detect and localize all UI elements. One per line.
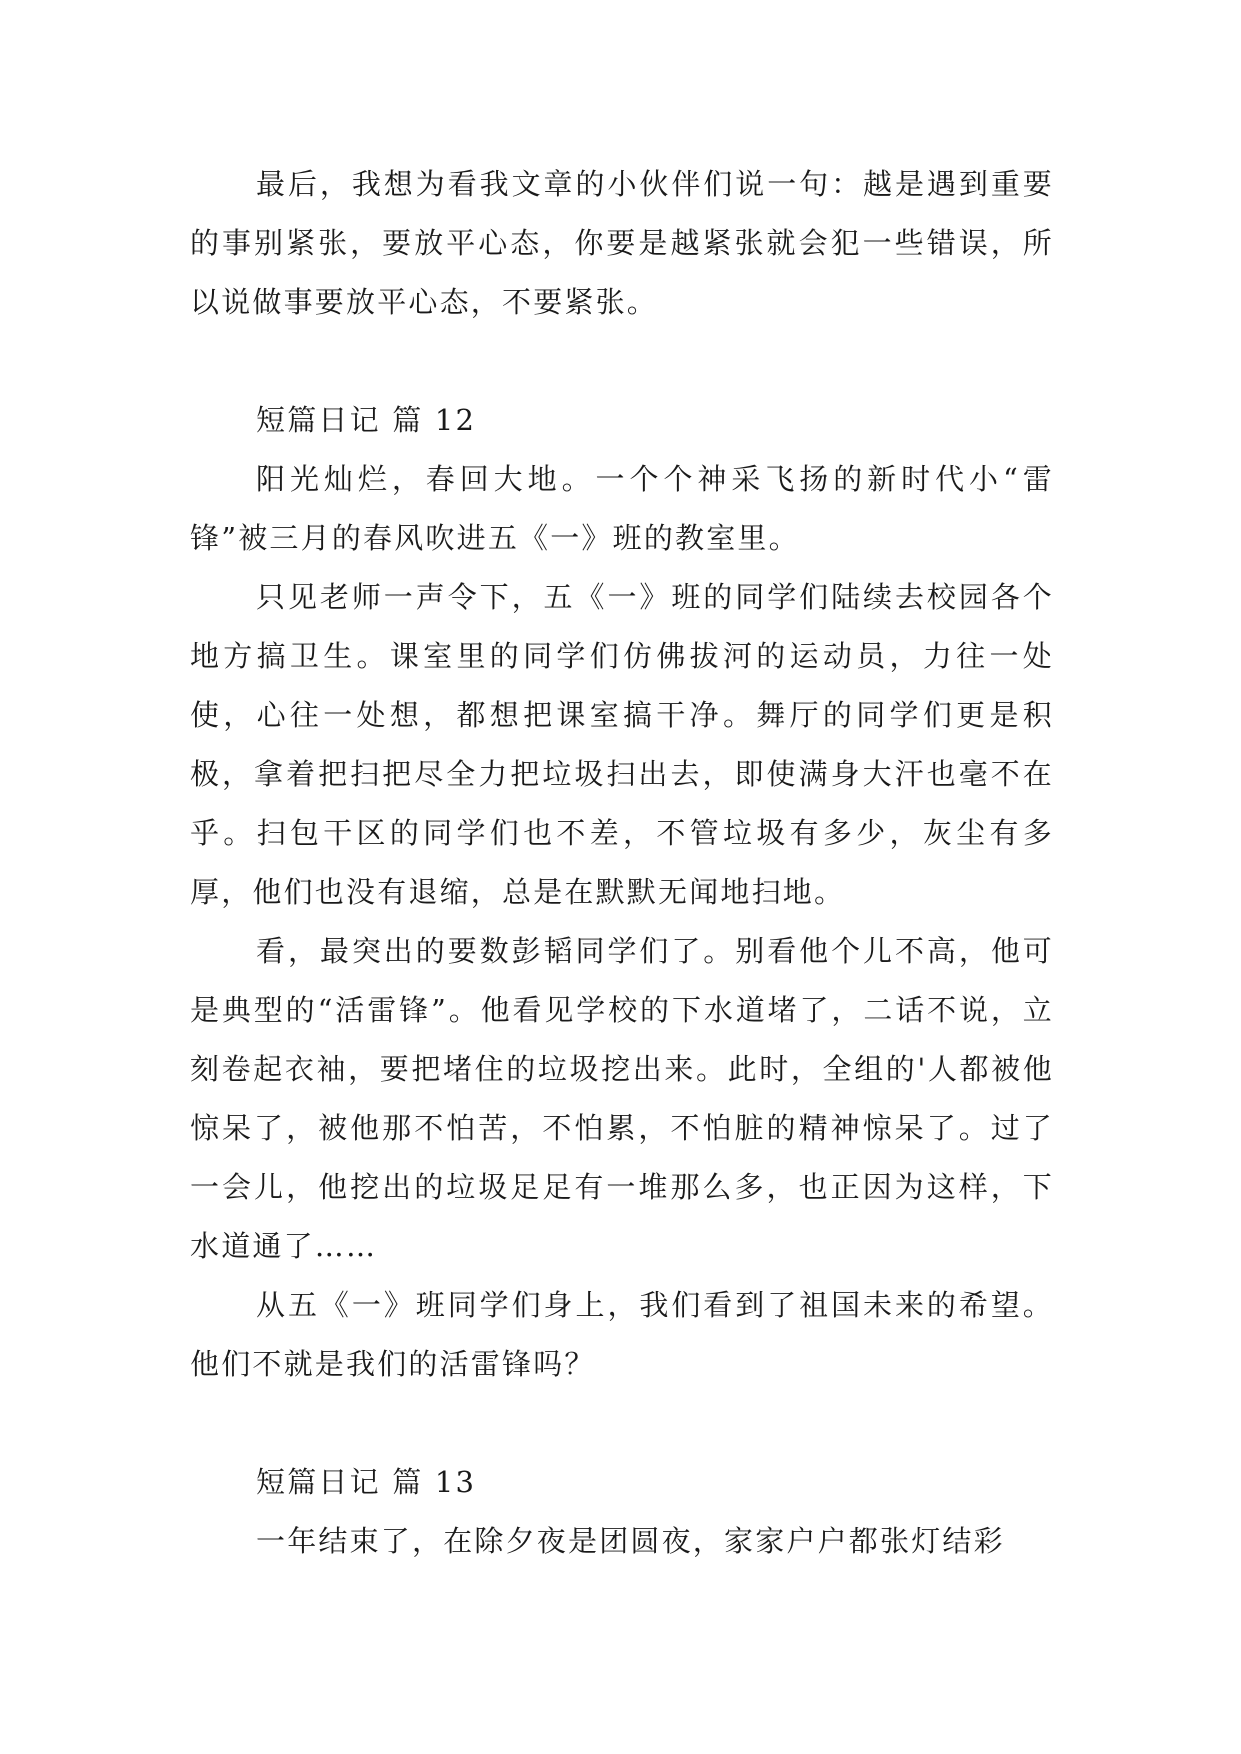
section-12-paragraph-1: 阳光灿烂，春回大地。一个个神采飞扬的新时代小“雷锋”被三月的春风吹进五《一》班的教室里。 — [190, 462, 1054, 555]
section-12-paragraph-4: 从五《一》班同学们身上，我们看到了祖国未来的希望。他们不就是我们的活雷锋吗？ — [190, 1288, 1054, 1381]
section-heading-13: 短篇日记 篇 13 — [256, 1465, 477, 1499]
text-column — [190, 155, 1054, 1571]
intro-paragraph: 最后，我想为看我文章的小伙伴们说一句：越是遇到重要的事别紧张，要放平心态，你要是越紧张就会犯一些错误，所以说做事要放平心态，不要紧张。 — [190, 167, 1054, 319]
section-13-paragraph-1: 一年结束了，在除夕夜是团圆夜，家家户户都张灯结彩 — [256, 1524, 1005, 1558]
section-gap — [190, 1394, 1054, 1453]
section-12-paragraph-3: 看，最突出的要数彭韬同学们了。别看他个儿不高，他可是典型的“活雷锋”。他看见学校的下水道堵了，二话不说，立刻卷起衣袖，要把堵住的垃圾挖出来。此时，全组的'人都被他惊呆了，被他那不怕苦，不怕累，不怕脏的精神惊呆了。过了一会儿，他挖出的垃圾足足有一堆那么多，也正因为这样，下水道通了…… — [190, 934, 1054, 1263]
section-gap — [190, 332, 1054, 391]
section-12-paragraph-2: 只见老师一声令下，五《一》班的同学们陆续去校园各个地方搞卫生。课室里的同学们仿佛拔河的运动员，力往一处使，心往一处想，都想把课室搞干净。舞厅的同学们更是积极，拿着把扫把尽全力把垃圾扫出去，即使满身大汗也毫不在乎。扫包干区的同学们也不差，不管垃圾有多少，灰尘有多厚，他们也没有退缩，总是在默默无闻地扫地。 — [190, 580, 1054, 909]
section-heading-12: 短篇日记 篇 12 — [256, 403, 477, 437]
